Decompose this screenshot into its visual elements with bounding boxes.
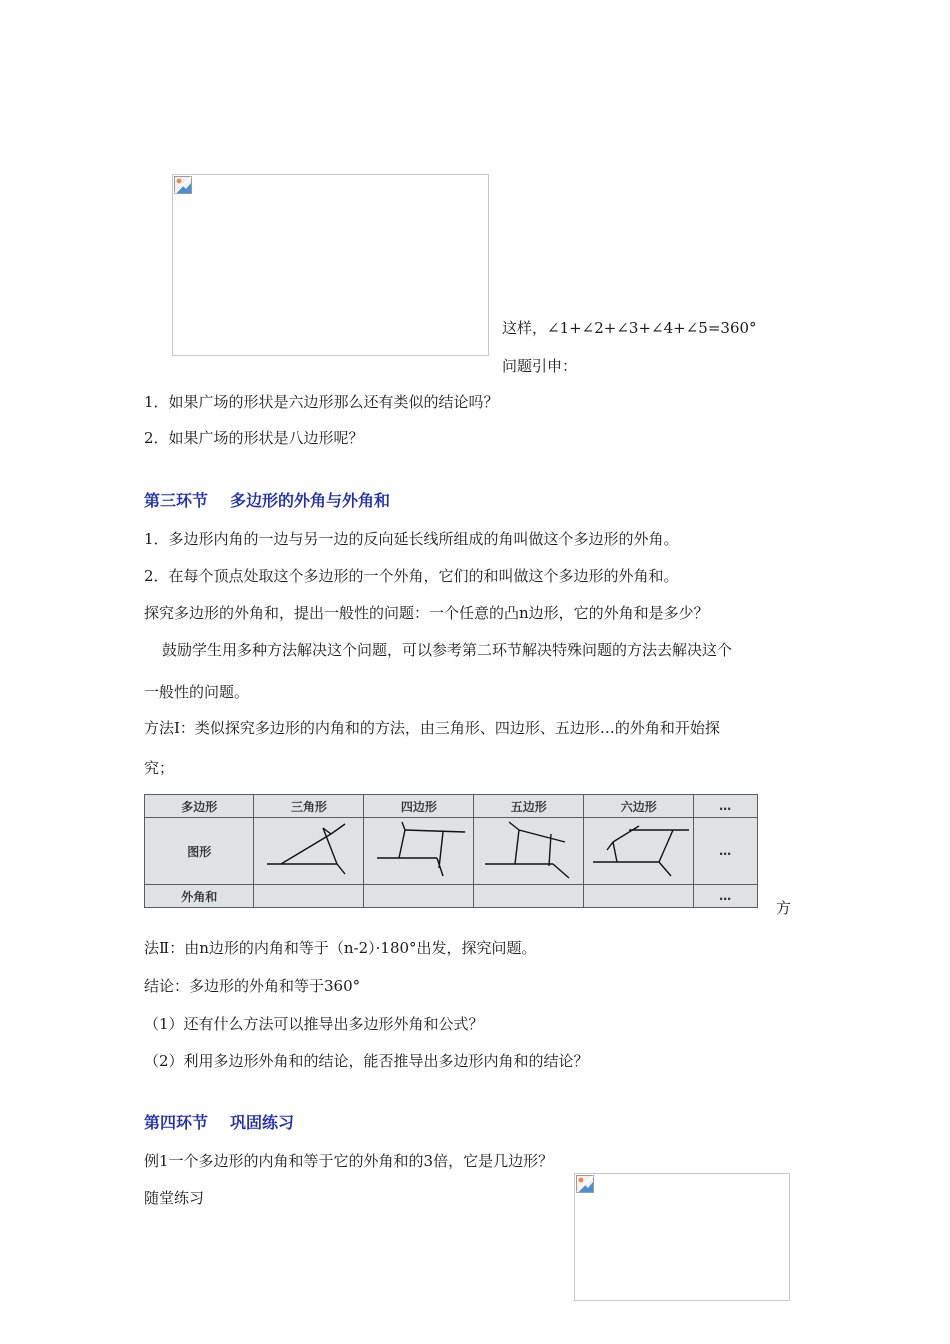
method-1-line-2: 究； bbox=[144, 759, 175, 777]
question-2: 2．如果广场的形状是八边形呢？ bbox=[144, 429, 364, 447]
angle-sum-line: 这样，∠1+∠2+∠3+∠4+∠5=360° bbox=[502, 319, 757, 337]
encourage-line-2: 一般性的问题。 bbox=[144, 683, 250, 701]
col-triangle: 三角形 bbox=[254, 795, 364, 818]
hexagon-exterior-angle-diagram bbox=[589, 820, 689, 880]
definition-1: 1．多边形内角的一边与另一边的反向延长线所组成的角叫做这个多边形的外角。 bbox=[144, 530, 679, 548]
row-header-polygon: 多边形 bbox=[145, 795, 254, 818]
triangle-exterior-angle-diagram bbox=[259, 820, 359, 880]
quadrilateral-exterior-angle-diagram bbox=[369, 820, 469, 880]
row-header-exterior-sum: 外角和 bbox=[145, 885, 254, 908]
section-3-heading bbox=[144, 490, 390, 512]
definition-2: 2．在每个顶点处取这个多边形的一个外角，它们的和叫做这个多边形的外角和。 bbox=[144, 567, 679, 585]
section-4-number: 第四环节 bbox=[144, 1113, 209, 1132]
image-placeholder-bottom bbox=[574, 1173, 790, 1301]
practice-label: 随堂练习 bbox=[144, 1189, 205, 1207]
question-1: 1．如果广场的形状是六边形那么还有类似的结论吗？ bbox=[144, 393, 499, 411]
broken-image-icon bbox=[174, 176, 192, 194]
method-2-line: 法Ⅱ：由n边形的内角和等于（n-2）·180°出发，探究问题。 bbox=[144, 939, 537, 957]
prompt-1: （1）还有什么方法可以推导出多边形外角和公式？ bbox=[144, 1015, 484, 1033]
quadrilateral-figure bbox=[364, 818, 474, 885]
row-header-figure: 图形 bbox=[145, 818, 254, 885]
hexagon-figure bbox=[584, 818, 694, 885]
section-3-number: 第三环节 bbox=[144, 491, 209, 510]
sum-quadrilateral bbox=[364, 885, 474, 908]
col-quadrilateral: 四边形 bbox=[364, 795, 474, 818]
sum-ellipsis: … bbox=[694, 885, 758, 908]
sum-pentagon bbox=[474, 885, 584, 908]
prompt-2: （2）利用多边形外角和的结论，能否推导出多边形内角和的结论？ bbox=[144, 1052, 589, 1070]
pentagon-figure bbox=[474, 818, 584, 885]
pentagon-exterior-angle-diagram bbox=[479, 820, 579, 880]
sum-hexagon bbox=[584, 885, 694, 908]
explore-question: 探究多边形的外角和，提出一般性的问题：一个任意的凸n边形，它的外角和是多少？ bbox=[144, 604, 709, 622]
section-3-title: 多边形的外角与外角和 bbox=[230, 491, 391, 510]
figure-ellipsis: … bbox=[694, 818, 758, 885]
exterior-angle-table bbox=[144, 794, 758, 908]
question-intro: 问题引申： bbox=[502, 357, 578, 375]
triangle-figure bbox=[254, 818, 364, 885]
encourage-line-1: 鼓励学生用多种方法解决这个问题，可以参考第二环节解决特殊问题的方法去解决这个 bbox=[162, 641, 733, 659]
col-ellipsis: … bbox=[694, 795, 758, 818]
section-4-title: 巩固练习 bbox=[230, 1113, 295, 1132]
table-sum-row bbox=[145, 885, 758, 908]
conclusion-line: 结论：多边形的外角和等于360° bbox=[144, 977, 361, 995]
table-header-row bbox=[145, 795, 758, 818]
col-pentagon: 五边形 bbox=[474, 795, 584, 818]
section-4-heading bbox=[144, 1112, 294, 1134]
image-placeholder-top bbox=[172, 174, 489, 356]
method-2-prefix: 方 bbox=[776, 899, 792, 917]
table-figure-row bbox=[145, 818, 758, 885]
sum-triangle bbox=[254, 885, 364, 908]
method-1-line-1: 方法Ⅰ：类似探究多边形的内角和的方法，由三角形、四边形、五边形…的外角和开始探 bbox=[144, 719, 720, 737]
broken-image-icon bbox=[576, 1175, 594, 1193]
col-hexagon: 六边形 bbox=[584, 795, 694, 818]
example-1: 例1一个多边形的内角和等于它的外角和的3倍，它是几边形？ bbox=[144, 1152, 554, 1170]
